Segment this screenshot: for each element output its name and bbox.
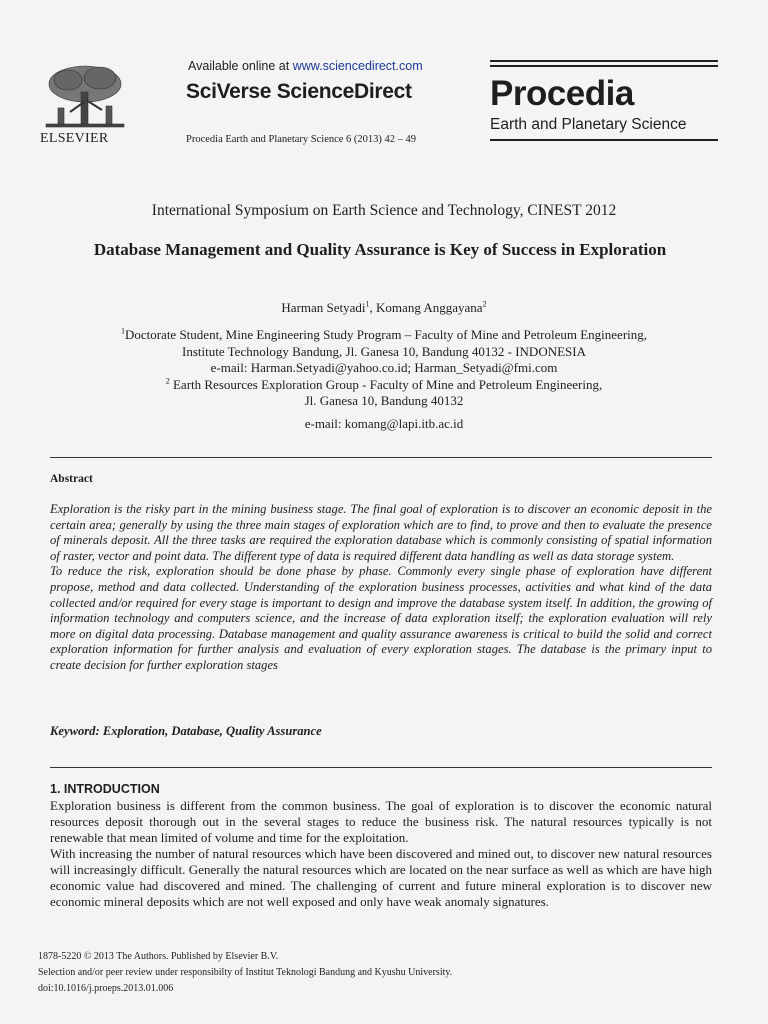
abstract-paragraph: To reduce the risk, exploration should be done phase by phase. Commonly every single phase of exploration have different propose, method and data collected. Understanding of the exploration business processes, activities and what kind of the data collected and/or required for every stage is important to design and improve the database system itself. In addition, the growing of information technology and computers science, and the increase of data exploration itself; the exploration evaluation will rely more on digital data processing. Database management and quality assurance awareness is critical to build the solid and correct exploration information for further analysis and evaluation of every exploration stages. The database is the primary input to create decision for further exploration stages <box>50 564 712 672</box>
peer-review-line: Selection and/or peer review under responsibilty of Institut Teknologi Bandung and Kyushu University. <box>38 967 453 978</box>
author-name: Komang Anggayana <box>376 300 483 315</box>
keywords: Keyword: Exploration, Database, Quality Assurance <box>50 724 322 738</box>
journal-name: Earth and Planetary Science <box>490 116 687 133</box>
abstract-text <box>50 502 712 674</box>
body-paragraph: Exploration business is different from the common business. The goal of exploration is to discover the economic natural resources deposit thorough out in the several stages to reduce the business risk. The natural resources typically is not renewable that mean limited of volume and time for the exploitation. <box>50 798 712 845</box>
affiliation-1-line1 <box>0 327 768 344</box>
sciencedirect-link[interactable]: www.sciencedirect.com <box>292 59 423 73</box>
affiliation-1-line2: Institute Technology Bandung, Jl. Ganesa 10, Bandung 40132 - INDONESIA <box>182 343 586 359</box>
publisher-name: ELSEVIER <box>40 131 109 146</box>
platform-name: SciVerse ScienceDirect <box>186 80 412 103</box>
affiliation-text: Doctorate Student, Mine Engineering Study Program – Faculty of Mine and Petroleum Engineering, <box>124 327 648 342</box>
procedia-brand: Procedia <box>490 74 634 113</box>
elsevier-tree-logo <box>40 62 130 132</box>
symposium-name: International Symposium on Earth Science and Technology, CINEST 2012 <box>151 202 617 219</box>
doi-line[interactable]: doi:10.1016/j.proeps.2013.01.006 <box>38 983 174 994</box>
author-affiliation-mark: 1 <box>365 299 370 309</box>
available-prefix: Available online at <box>188 59 293 73</box>
author-list <box>0 300 768 316</box>
available-online-text <box>188 59 423 73</box>
copyright-line: 1878-5220 © 2013 The Authors. Published by Elsevier B.V. <box>38 951 279 962</box>
abstract-paragraph: Exploration is the risky part in the mining business stage. The final goal of exploration is to discover an economic deposit in the certain area; generally by using the three main stages of exploration which are to find, to prove and then to evaluate the presence of minerals deposit. All the three tasks are required the exploration database which is commonly consisting of spatial information of raster, vector and point data. The different type of data is required different data handling as well as data storage system. <box>50 502 712 563</box>
affiliation-text: Earth Resources Exploration Group - Faculty of Mine and Petroleum Engineering, <box>169 376 603 392</box>
procedia-top-rules <box>490 60 718 70</box>
affiliation-mark: 1 <box>120 326 125 336</box>
author-name: Harman Setyadi <box>281 300 366 315</box>
affiliation-mark: 2 <box>165 376 170 386</box>
author-separator: , <box>369 300 377 315</box>
introduction-text <box>50 798 712 910</box>
divider <box>50 457 712 458</box>
affiliation-2-email: e-mail: komang@lapi.itb.ac.id <box>304 416 464 431</box>
body-paragraph: With increasing the number of natural resources which have been discovered and mined out, to discover new natural resources will increasingly difficult. Generally the natural resources which are located on the near surface as well as which are have high economic value had discovered and mined. The challenging of current and future mineral exploration is to discover new economic mineral deposits which are not well exposed and only have weak anomaly signatures. <box>50 846 712 909</box>
affiliations <box>0 327 768 410</box>
abstract-heading: Abstract <box>50 473 93 485</box>
procedia-bottom-rule <box>490 139 718 141</box>
affiliation-1-email: e-mail: Harman.Setyadi@yahoo.co.id; Harman_Setyadi@fmi.com <box>210 360 558 375</box>
divider <box>50 767 712 768</box>
section-heading: 1. INTRODUCTION <box>50 782 160 796</box>
paper-title: Database Management and Quality Assurance is Key of Success in Exploration <box>93 240 667 259</box>
affiliation-2-line2: Jl. Ganesa 10, Bandung 40132 <box>304 393 464 408</box>
affiliation-2-line1 <box>0 377 768 394</box>
journal-citation: Procedia Earth and Planetary Science 6 (2013) 42 – 49 <box>186 134 417 145</box>
author-affiliation-mark: 2 <box>482 299 487 309</box>
